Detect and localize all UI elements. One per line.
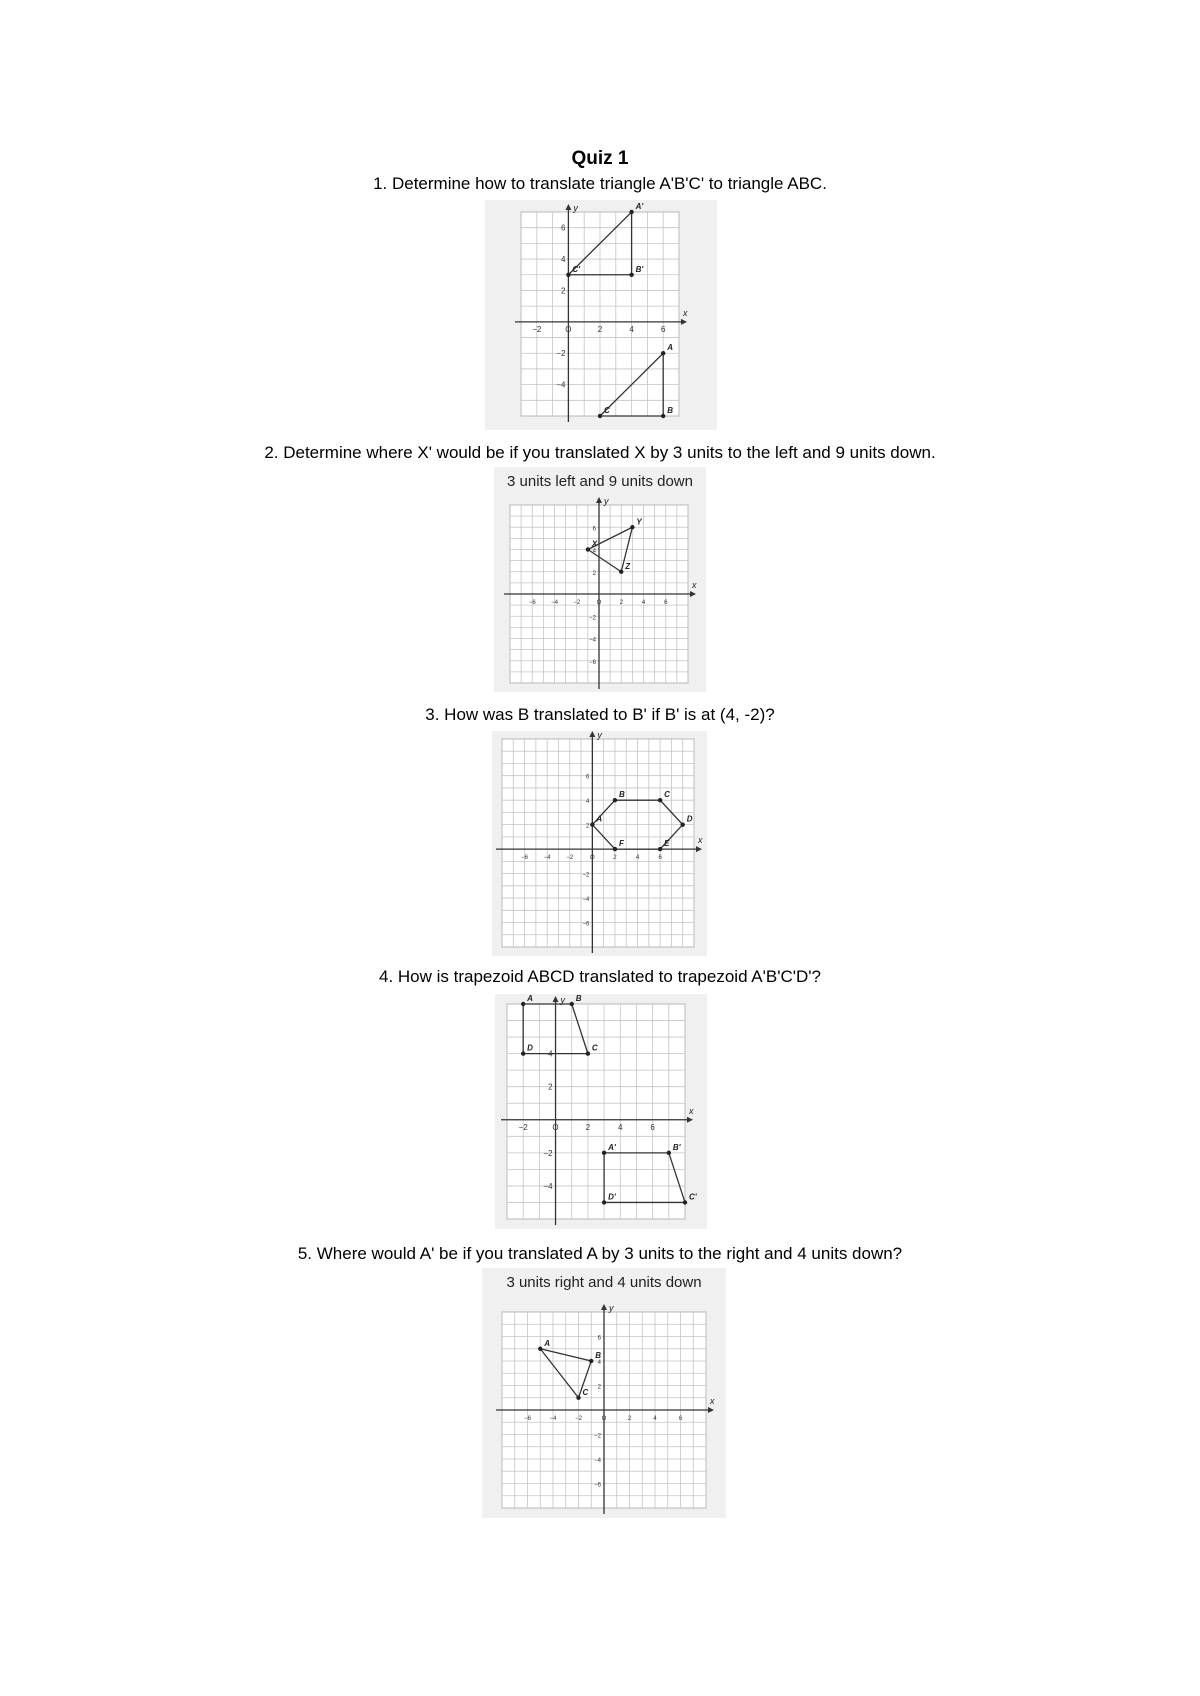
y-tick-label: −2: [543, 1148, 553, 1158]
x-axis-label: x: [710, 1396, 715, 1406]
vertex-point: [661, 351, 665, 355]
graph-5: [482, 1268, 726, 1518]
x-axis-label: x: [692, 580, 697, 590]
x-tick-label: O: [596, 600, 602, 606]
y-tick-label: −6: [594, 1482, 601, 1489]
x-tick-label: 4: [653, 1416, 657, 1422]
x-tick-label: O: [565, 324, 572, 334]
vertex-label: C: [604, 406, 610, 415]
y-axis-arrow: [565, 204, 571, 210]
vertex-label: Y: [636, 517, 642, 527]
vertex-label: C': [689, 1192, 697, 1202]
vertex-point: [538, 1347, 542, 1351]
y-tick-label: −4: [589, 637, 596, 644]
vertex-point: [521, 1051, 525, 1055]
x-tick-label: −2: [573, 600, 581, 606]
y-axis-arrow: [596, 497, 602, 503]
y-tick-label: −2: [556, 349, 566, 359]
y-tick-label: −2: [589, 615, 596, 622]
x-tick-label: 4: [635, 855, 640, 862]
question-5: 5. Where would A' be if you translated A by 3 units to the right and 4 units down?: [297, 1244, 903, 1263]
figure-5: [482, 1268, 726, 1518]
vertex-point: [683, 1200, 687, 1204]
vertex-label: B: [595, 1351, 602, 1360]
question-3: 3. How was B translated to B' if B' is at (4, -2)?: [425, 705, 775, 724]
x-tick-label: 4: [618, 1122, 623, 1132]
y-tick-label: −6: [582, 921, 590, 928]
graph-2-title: 3 units left and 9 units down: [507, 473, 693, 490]
x-tick-label: −2: [575, 1416, 582, 1422]
figure-4: [495, 994, 707, 1229]
question-1: 1. Determine how to translate triangle A'B'C' to triangle ABC.: [373, 174, 827, 193]
vertex-label: D': [608, 1192, 616, 1202]
x-tick-label: 2: [597, 324, 603, 334]
x-tick-label: −6: [521, 855, 529, 862]
vertex-point: [630, 525, 634, 529]
x-tick-label: O: [552, 1122, 559, 1132]
x-tick-label: 4: [641, 600, 646, 606]
vertex-point: [681, 822, 685, 826]
x-tick-label: 4: [629, 324, 634, 334]
grid-background: [507, 1004, 685, 1219]
vertex-label: C': [572, 264, 581, 274]
vertex-label: A: [667, 343, 673, 353]
y-tick-label: −4: [543, 1181, 553, 1191]
vertex-label: X: [591, 539, 598, 549]
x-tick-label: O: [590, 855, 595, 862]
y-tick-label: −4: [556, 380, 566, 390]
y-tick-label: 4: [560, 255, 566, 265]
x-tick-label: 2: [585, 1122, 591, 1132]
x-tick-label: O: [601, 1416, 607, 1422]
y-axis-label: y: [560, 995, 566, 1005]
vertex-label: E: [664, 839, 670, 849]
figure-3: [492, 731, 707, 956]
y-tick-label: 4: [548, 1049, 553, 1059]
x-axis-label: x: [698, 835, 703, 846]
vertex-label: C: [582, 1387, 589, 1397]
y-axis-arrow: [553, 996, 559, 1002]
y-axis-label: y: [609, 1303, 614, 1313]
y-axis-arrow: [589, 731, 595, 737]
vertex-point: [566, 273, 570, 277]
y-tick-label: −6: [589, 659, 596, 666]
y-axis-label: y: [573, 203, 578, 213]
y-tick-label: 2: [592, 570, 596, 577]
x-tick-label: −4: [551, 600, 558, 606]
graph-3: [492, 731, 707, 956]
graph-2: [494, 467, 706, 692]
graph-5-title: 3 units right and 4 units down: [506, 1274, 702, 1291]
x-axis-label: x: [683, 307, 688, 318]
x-tick-label: −2: [518, 1122, 528, 1132]
y-tick-label: 6: [592, 526, 596, 533]
vertex-label: A: [544, 1338, 551, 1348]
question-4: 4. How is trapezoid ABCD translated to trapezoid A'B'C'D'?: [379, 967, 821, 986]
vertex-point: [658, 847, 662, 851]
vertex-point: [589, 1359, 593, 1363]
vertex-point: [661, 414, 665, 418]
graph-1: [485, 200, 717, 430]
x-tick-label: 2: [627, 1416, 632, 1422]
x-tick-label: −6: [524, 1416, 531, 1422]
figure-1: [485, 200, 717, 430]
x-tick-label: −4: [543, 855, 551, 862]
vertex-label: B': [672, 1142, 681, 1152]
vertex-label: B: [575, 994, 582, 1003]
y-tick-label: 2: [597, 1384, 601, 1391]
vertex-label: A: [596, 814, 603, 824]
y-tick-label: 6: [560, 223, 566, 233]
x-tick-label: 6: [664, 600, 668, 606]
vertex-label: B: [618, 790, 625, 800]
vertex-point: [613, 847, 617, 851]
vertex-label: A': [635, 202, 644, 211]
x-axis-label: x: [689, 1105, 694, 1116]
y-tick-label: −2: [594, 1433, 601, 1440]
y-tick-label: 2: [560, 286, 566, 296]
y-tick-label: −2: [582, 872, 590, 879]
y-axis-label: y: [597, 731, 602, 740]
y-axis-arrow: [601, 1304, 607, 1310]
y-tick-label: 2: [548, 1082, 553, 1092]
vertex-point: [570, 1002, 574, 1006]
x-tick-label: 2: [613, 855, 617, 862]
vertex-label: Z: [625, 561, 631, 571]
vertex-label: A: [527, 994, 533, 1003]
x-tick-label: 6: [658, 855, 662, 862]
x-axis-arrow: [681, 319, 687, 325]
x-tick-label: 6: [678, 1416, 683, 1422]
x-tick-label: 2: [619, 600, 623, 606]
vertex-label: C: [664, 790, 670, 800]
vertex-label: B: [667, 406, 673, 415]
y-tick-label: 4: [592, 548, 596, 555]
y-tick-label: 6: [597, 1335, 601, 1342]
vertex-point: [586, 1051, 590, 1055]
vertex-point: [619, 570, 623, 574]
y-axis-label: y: [604, 496, 609, 506]
x-tick-label: 6: [660, 324, 666, 334]
y-tick-label: −4: [594, 1458, 601, 1464]
page-title: Quiz 1: [571, 148, 629, 169]
vertex-label: F: [618, 839, 624, 849]
vertex-label: B': [635, 264, 644, 274]
vertex-point: [602, 1151, 606, 1155]
vertex-point: [613, 798, 617, 802]
x-tick-label: −2: [566, 855, 574, 862]
vertex-point: [590, 822, 594, 826]
vertex-point: [602, 1200, 606, 1204]
x-tick-label: −2: [532, 324, 542, 334]
x-tick-label: −6: [528, 600, 536, 606]
vertex-point: [629, 273, 633, 277]
vertex-point: [658, 798, 662, 802]
x-axis-arrow: [708, 1407, 714, 1413]
vertex-label: C: [591, 1043, 598, 1053]
y-tick-label: −4: [582, 897, 590, 904]
y-tick-label: 2: [586, 823, 590, 830]
x-axis-arrow: [687, 1117, 693, 1123]
vertex-point: [576, 1396, 580, 1400]
vertex-point: [598, 414, 602, 418]
x-axis-arrow: [690, 591, 696, 597]
vertex-label: D: [527, 1043, 533, 1053]
y-tick-label: 6: [586, 774, 590, 781]
figure-2: [494, 467, 706, 692]
vertex-point: [521, 1002, 525, 1006]
x-tick-label: −4: [549, 1416, 557, 1422]
vertex-label: D: [686, 814, 693, 824]
vertex-point: [667, 1151, 671, 1155]
graph-4: [495, 994, 707, 1229]
y-tick-label: 4: [597, 1360, 601, 1366]
vertex-label: A': [608, 1142, 616, 1152]
vertex-point: [629, 210, 633, 214]
y-tick-label: 4: [586, 799, 590, 806]
x-axis-arrow: [696, 846, 702, 852]
vertex-point: [586, 547, 590, 551]
x-tick-label: 6: [650, 1122, 655, 1132]
question-2: 2. Determine where X' would be if you translated X by 3 units to the left and 9 units down.: [264, 443, 936, 462]
